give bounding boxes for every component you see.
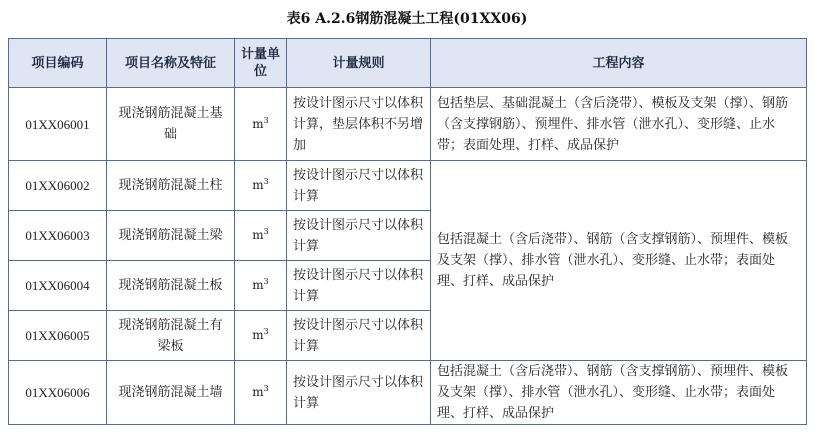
- item-rule: 按设计图示尺寸以体积计算: [287, 361, 431, 425]
- item-unit: [235, 311, 287, 361]
- item-rule: 按设计图示尺寸以体积计算: [287, 211, 431, 261]
- table-row: [9, 161, 807, 211]
- header-row: [9, 39, 807, 88]
- header-content: 工程内容: [431, 39, 807, 88]
- table-row: [9, 88, 807, 161]
- unit-base: m: [252, 116, 264, 131]
- item-unit: [235, 161, 287, 211]
- item-content: 包括混凝土（含后浇带）、钢筋（含支撑钢筋）、预埋件、模板及支架（撑）、排水管（泄水孔）、变形缝、止水带；表面处理、打样、成品保护: [431, 361, 807, 425]
- item-content: 包括垫层、基础混凝土（含后浇带）、模板及支架（撑）、钢筋（含支撑钢筋）、预埋件、排水管（泄水孔）、变形缝、止水带；表面处理、打样、成品保护: [431, 88, 807, 161]
- item-name: 现浇钢筋混凝土梁: [107, 211, 235, 261]
- item-unit: [235, 361, 287, 425]
- unit-base: m: [252, 328, 264, 342]
- item-code: 01XX06003: [9, 211, 107, 261]
- item-rule: 按设计图示尺寸以体积计算: [287, 311, 431, 361]
- item-rule: 按设计图示尺寸以体积计算: [287, 261, 431, 311]
- table-row: [9, 361, 807, 425]
- item-name: 现浇钢筋混凝土有梁板: [107, 311, 235, 361]
- unit-base: m: [252, 278, 264, 292]
- item-rule: 按设计图示尺寸以体积计算，垫层体积不另增加: [287, 88, 431, 161]
- unit-exponent: 3: [263, 227, 269, 236]
- header-unit: 计量单位: [235, 39, 287, 88]
- table-title: 表6 A.2.6钢筋混凝土工程(01XX06): [286, 11, 528, 27]
- engineering-table: [8, 38, 807, 425]
- unit-exponent: 3: [263, 384, 269, 393]
- item-code: 01XX06005: [9, 311, 107, 361]
- item-code: 01XX06002: [9, 161, 107, 211]
- item-code: 01XX06001: [9, 88, 107, 161]
- unit-exponent: 3: [263, 327, 269, 336]
- item-unit: [235, 261, 287, 311]
- item-code: 01XX06004: [9, 261, 107, 311]
- header-code: 项目编码: [9, 39, 107, 88]
- item-content-merged: 包括混凝土（含后浇带）、钢筋（含支撑钢筋）、预埋件、模板及支架（撑）、排水管（泄水孔）、变形缝、止水带；表面处理、打样、成品保护: [431, 161, 807, 361]
- header-rule: 计量规则: [287, 39, 431, 88]
- item-code: 01XX06006: [9, 361, 107, 425]
- unit-base: m: [252, 228, 264, 242]
- item-rule: 按设计图示尺寸以体积计算: [287, 161, 431, 211]
- item-name: 现浇钢筋混凝土板: [107, 261, 235, 311]
- unit-exponent: 3: [263, 277, 269, 286]
- unit-exponent: 3: [263, 177, 269, 186]
- item-unit: [235, 88, 287, 161]
- item-name: 现浇钢筋混凝土柱: [107, 161, 235, 211]
- item-name: 现浇钢筋混凝土基础: [107, 88, 235, 161]
- item-name: 现浇钢筋混凝土墙: [107, 361, 235, 425]
- unit-exponent: 3: [263, 115, 269, 125]
- unit-base: m: [252, 385, 264, 399]
- header-name: 项目名称及特征: [107, 39, 235, 88]
- item-unit: [235, 211, 287, 261]
- unit-base: m: [252, 178, 264, 192]
